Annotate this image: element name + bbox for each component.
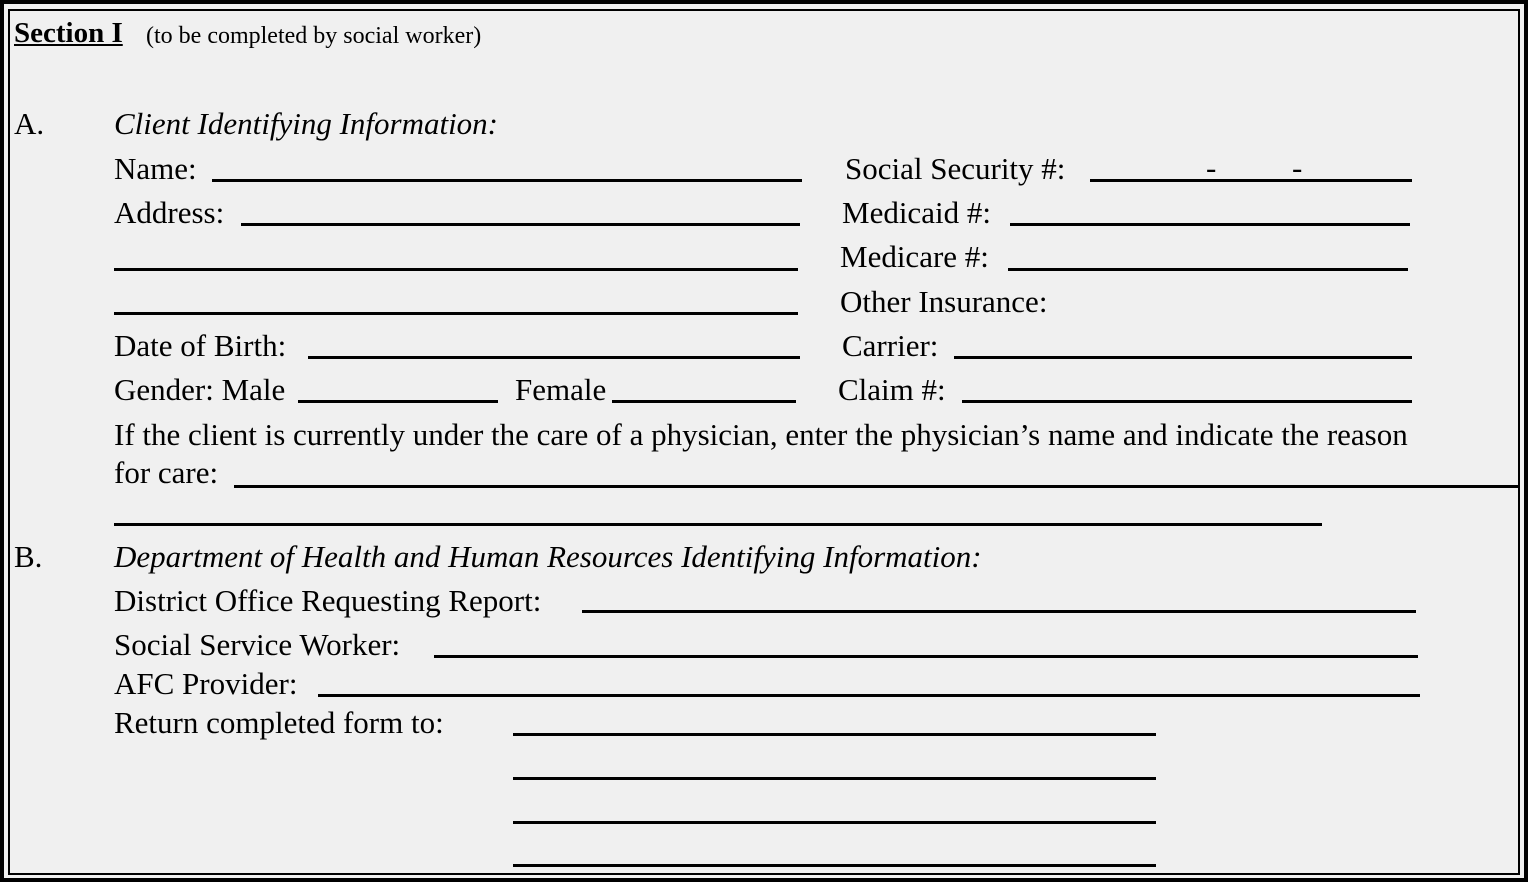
- dob-field[interactable]: [308, 356, 800, 359]
- part-b-letter: B.: [14, 539, 43, 574]
- gender-male-field[interactable]: [298, 400, 498, 403]
- section-title: Section I: [14, 17, 123, 49]
- physician-field-1[interactable]: [234, 485, 1518, 488]
- name-field[interactable]: [212, 179, 802, 182]
- medicare-label: Medicare #:: [840, 239, 989, 274]
- afc-provider-label: AFC Provider:: [114, 666, 298, 701]
- address-field-2[interactable]: [114, 268, 798, 271]
- gender-male-label: Gender: Male: [114, 372, 286, 407]
- carrier-field[interactable]: [954, 356, 1412, 359]
- physician-text: If the client is currently under the care of a physician, enter the physician’s name and indicate the reason: [114, 417, 1408, 452]
- afc-provider-field[interactable]: [318, 694, 1420, 697]
- gender-female-field[interactable]: [612, 400, 796, 403]
- physician-field-2[interactable]: [114, 523, 1322, 526]
- section-note: (to be completed by social worker): [146, 23, 482, 49]
- part-b-heading: Department of Health and Human Resources Identifying Information:: [114, 539, 982, 574]
- return-address-field-4[interactable]: [513, 864, 1156, 867]
- social-worker-label: Social Service Worker:: [114, 627, 401, 662]
- part-a-heading: Client Identifying Information:: [114, 106, 499, 141]
- other-insurance-label: Other Insurance:: [840, 284, 1048, 319]
- return-address-field-2[interactable]: [513, 777, 1156, 780]
- ssn-separator-2: -: [1292, 150, 1303, 185]
- dob-label: Date of Birth:: [114, 328, 287, 363]
- medicare-field[interactable]: [1008, 268, 1408, 271]
- ssn-separator-1: -: [1206, 150, 1217, 185]
- return-form-label: Return completed form to:: [114, 705, 444, 740]
- ssn-field[interactable]: [1090, 179, 1412, 182]
- part-a-letter: A.: [14, 106, 45, 141]
- district-office-field[interactable]: [582, 610, 1416, 613]
- carrier-label: Carrier:: [842, 328, 939, 363]
- address-field-3[interactable]: [114, 312, 798, 315]
- social-worker-field[interactable]: [434, 655, 1418, 658]
- address-label: Address:: [114, 195, 225, 230]
- district-office-label: District Office Requesting Report:: [114, 583, 542, 618]
- claim-label: Claim #:: [838, 372, 946, 407]
- ssn-label: Social Security #:: [845, 151, 1066, 186]
- physician-text-2: for care:: [114, 455, 219, 490]
- medicaid-label: Medicaid #:: [842, 195, 991, 230]
- gender-female-label: Female: [515, 372, 607, 407]
- return-address-field-1[interactable]: [513, 733, 1156, 736]
- name-label: Name:: [114, 151, 197, 186]
- address-field-1[interactable]: [241, 223, 800, 226]
- claim-field[interactable]: [962, 400, 1412, 403]
- medicaid-field[interactable]: [1010, 223, 1410, 226]
- return-address-field-3[interactable]: [513, 821, 1156, 824]
